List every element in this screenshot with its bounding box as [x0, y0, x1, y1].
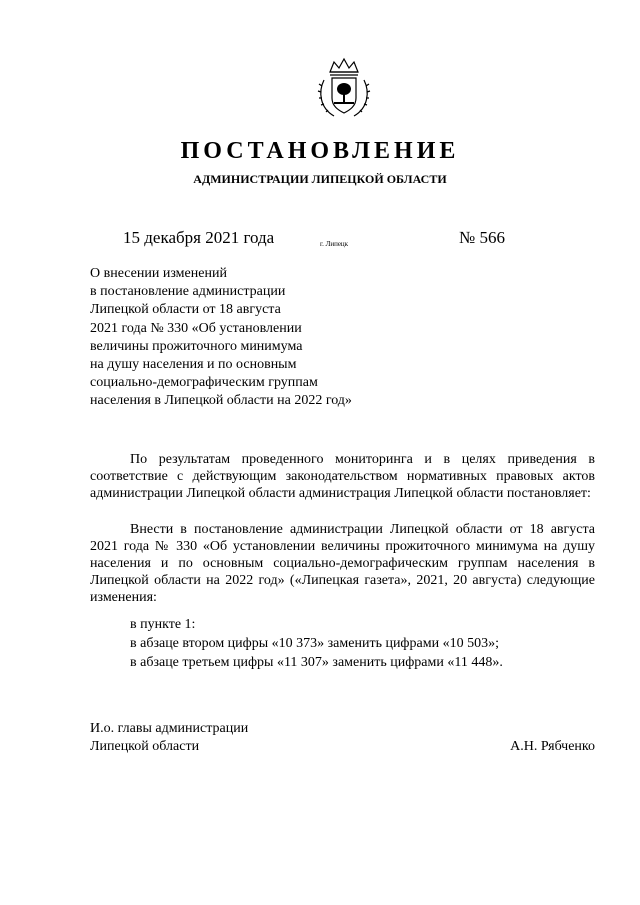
- document-subtitle: АДМИНИСТРАЦИИ ЛИПЕЦКОЙ ОБЛАСТИ: [193, 172, 447, 186]
- document-place: г. Липецк: [320, 240, 349, 248]
- signatory-title: [90, 720, 248, 756]
- subject-line: в постановление администрации: [90, 284, 286, 300]
- item-intro: в пункте 1:: [130, 617, 196, 632]
- subject-line: Липецкой области от 18 августа: [90, 302, 281, 318]
- subject-line: на душу населения и по основным: [90, 357, 297, 373]
- signatory-title-line: Липецкой области: [90, 739, 200, 754]
- subject-line: величины прожиточного минимума: [90, 338, 303, 354]
- signatory-title-line: И.о. главы администрации: [90, 721, 249, 736]
- amendment-item: в абзаце третьем цифры «11 307» заменить цифрами «11 448».: [130, 655, 503, 670]
- body-paragraph: По результатам проведенного мониторинга и в целях приведения в соответствие с действующим законодательством нормативных правовых актов администрации Липецкой области администрация Липецкой области постановляет:: [90, 452, 595, 501]
- coat-of-arms-icon: [316, 56, 372, 120]
- document-number: № 566: [459, 228, 505, 247]
- subject-line: населения в Липецкой области на 2022 год»: [90, 393, 352, 409]
- amendment-item: в абзаце втором цифры «10 373» заменить цифрами «10 503»;: [130, 636, 499, 651]
- body-paragraph: Внести в постановление администрации Липецкой области от 18 августа 2021 года № 330 «Об установлении величины прожиточного минимума на душу населения и по основным социально-демографическим группам населения в Липецкой области на 2022 год» («Липецкая газета», 2021, 20 августа) следующие изменения:: [90, 522, 595, 605]
- subject-line: О внесении изменений: [90, 266, 227, 281]
- document-title: ПОСТАНОВЛЕНИЕ: [180, 138, 460, 164]
- document-subject: [90, 265, 352, 411]
- subject-line: социально-демографическим группам: [90, 375, 318, 391]
- document-date: 15 декабря 2021 года: [123, 228, 275, 247]
- signatory-name: А.Н. Рябченко: [510, 739, 595, 754]
- subject-line: 2021 года № 330 «Об установлении: [90, 320, 302, 336]
